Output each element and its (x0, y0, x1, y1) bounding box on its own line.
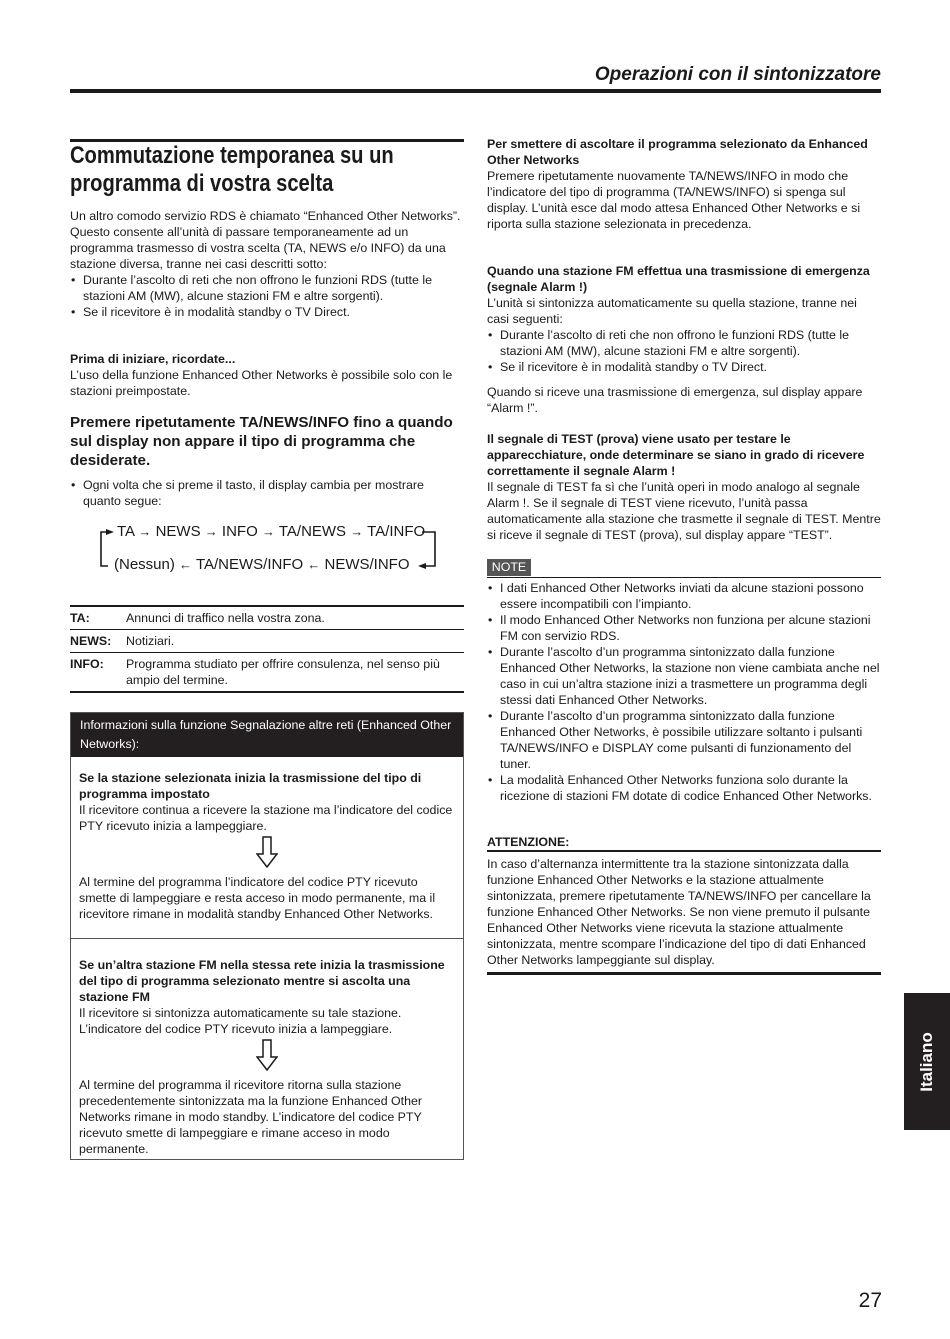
stop-text: Premere ripetutamente nuovamente TA/NEWS/INFO in modo che l’indicatore del tipo di programma (TA/NEWS/INFO) si spenga sul display. L’unità esce dal modo attesa Enhanced Other Networks e si riporta sulla stazione selezionata in precedenza. (487, 169, 861, 231)
sequence-item: TA/NEWS (278, 523, 347, 540)
test-signal-block (487, 431, 881, 543)
definition-key: TA: (70, 611, 90, 625)
emergency-block (487, 263, 881, 416)
down-arrow-icon (79, 1039, 455, 1073)
note-item: • La modalità Enhanced Other Networks funziona solo durante la ricezione di stazioni FM dotate di codice Enhanced Other Networks. (487, 772, 881, 804)
attention-bottom-rule (487, 972, 881, 975)
arrow-right-icon: → (261, 524, 275, 539)
emergency-bullet: • Se il ricevitore è in modalità standby o TV Direct. (487, 359, 881, 375)
arrow-right-icon: → (204, 524, 218, 539)
header-rule (70, 89, 881, 93)
attention-heading-wrap (487, 834, 881, 850)
infobox-heading: Informazioni sulla funzione Segnalazione altre reti (Enhanced Other Networks): (71, 713, 463, 757)
display-sequence-diagram (96, 520, 446, 576)
arrow-left-icon: ← (179, 557, 193, 572)
page-header-title: Operazioni con il sintonizzatore (594, 64, 881, 85)
intro-bullet: • Durante l’ascolto di reti che non offrono le funzioni RDS (tutte le stazioni AM (MW), alcune stazioni FM e altre sorgenti). (70, 272, 464, 304)
instruction-bullet: • Ogni volta che si preme il tasto, il display cambia per mostrare quanto segue: (70, 477, 464, 509)
infobox-block-2 (71, 939, 463, 1157)
arrow-right-icon: → (138, 524, 152, 539)
stop-listening-block (487, 136, 881, 232)
intro-paragraph-1: Un altro comodo servizio RDS è chiamato “Enhanced Other Networks”. (70, 209, 461, 223)
definition-key: NEWS: (70, 634, 112, 648)
infobox-block-2-heading: Se un’altra stazione FM nella stessa rete inizia la trasmissione del tipo di programma selezionato mentre si ascolta una stazione FM (79, 958, 445, 1004)
sequence-item: TA (117, 523, 135, 540)
infobox-block-1 (71, 757, 463, 922)
emergency-after: Quando si riceve una trasmissione di emergenza, sul display appare “Alarm !”. (487, 385, 863, 415)
section-title-line-2: programma di vostra scelta (70, 170, 334, 197)
sequence-item: (Nessun) (114, 556, 175, 573)
notes-list (487, 580, 881, 804)
down-arrow-icon (79, 836, 455, 870)
infobox-block-1-text: Il ricevitore continua a ricevere la stazione ma l’indicatore del codice PTY ricevuto inizia a lampeggiare. (79, 803, 453, 833)
enhanced-other-networks-infobox (70, 712, 464, 1160)
definition-value: Notiziari. (126, 634, 175, 648)
instruction-bullet-list (70, 477, 464, 509)
attention-text: In caso d’alternanza intermittente tra la stazione sintonizzata dalla funzione Enhanced Other Networks e la stazione attualmente sintonizzata, premere ripetutamente TA/NEWS/INFO per cancellare la funzione Enhanced Other Networks. Se non viene premuto il pulsante Enhanced Other Networks viene ricevuta la stazione attualmente sintonizzata, mentre scompare l’indicazione del tipo di dati Enhanced Other Networks lampeggiante sul display. (487, 857, 871, 967)
attention-heading: ATTENZIONE: (487, 835, 570, 849)
before-text: L’uso della funzione Enhanced Other Networks è possibile solo con le stazioni preimpostate. (70, 368, 453, 398)
section-title-line-1: Commutazione temporanea su un (70, 142, 394, 169)
before-block (70, 351, 470, 399)
note-rule (487, 577, 881, 578)
language-side-tab (904, 993, 950, 1130)
note-item: • Durante l’ascolto d’un programma sintonizzato dalla funzione Enhanced Other Networks, è possibile utilizzare soltanto i pulsanti TA/NEWS/INFO e DISPLAY come pulsanti di funzionamento del tuner. (487, 708, 881, 772)
arrow-right-icon: → (350, 524, 364, 539)
sequence-item: INFO (221, 523, 258, 540)
sequence-item: NEWS (155, 523, 201, 540)
intro-bullet-list (70, 272, 464, 320)
arrow-left-icon: ← (307, 557, 321, 572)
emergency-heading: Quando una stazione FM effettua una trasmissione di emergenza (segnale Alarm !) (487, 264, 870, 294)
definition-row (70, 606, 464, 630)
sequence-item: TA/INFO (367, 523, 426, 540)
definition-value: Programma studiato per offrire consulenza, nel senso più ampio del termine. (126, 657, 440, 687)
emergency-bullet: • Durante l’ascolto di reti che non offrono le funzioni RDS (tutte le stazioni AM (MW), alcune stazioni FM e altre sorgenti). (487, 327, 881, 359)
definition-value: Annunci di traffico nella vostra zona. (126, 611, 325, 625)
definition-row (70, 630, 464, 653)
sequence-item: NEWS/INFO (324, 556, 410, 573)
program-type-definitions (70, 605, 464, 693)
attention-rule (487, 850, 881, 852)
before-heading: Prima di iniziare, ricordate... (70, 352, 236, 366)
sequence-bottom-row (114, 556, 410, 573)
sequence-top-row (117, 523, 425, 540)
infobox-block-2-text: Il ricevitore si sintonizza automaticamente su tale stazione. L’indicatore del codice PTY ricevuto inizia a lampeggiare. (79, 1006, 402, 1036)
infobox-block-1-after: Al termine del programma l’indicatore del codice PTY ricevuto smette di lampeggiare e resta acceso in modo permanente, ma il ricevitore rimane in modalità standby Enhanced Other Networks. (79, 875, 436, 921)
language-side-tab-label: Italiano (917, 1031, 936, 1092)
test-text: Il segnale di TEST fa sì che l’unità operi in modo analogo al segnale Alarm !. Se il segnale di TEST viene ricevuto, l’unità passa automaticamente alla stazione che trasmette il segnale di TEST. Mentre si riceve il segnale di TEST (prova), sul display appare “TEST”. (487, 480, 881, 542)
definition-row (70, 653, 464, 693)
test-heading: Il segnale di TEST (prova) viene usato per testare le apparecchiature, onde determinare se siano in grado di ricevere correttamente il segnale Alarm ! (487, 432, 865, 478)
emergency-bullet-list (487, 327, 881, 375)
note-item: • Il modo Enhanced Other Networks non funziona per alcune stazioni FM con servizio RDS. (487, 612, 881, 644)
infobox-block-2-after: Al termine del programma il ricevitore ritorna sulla stazione precedentemente sintonizzata ma la funzione Enhanced Other Networks rimane in modo standby. L’indicatore del codice PTY ricevuto smette di lampeggiare e rimane acceso in modo permanente. (79, 1078, 423, 1156)
note-label: NOTE (487, 559, 531, 576)
emergency-text: L’unità si sintonizza automaticamente su quella stazione, tranne nei casi seguenti: (487, 296, 857, 326)
instruction-heading: Premere ripetutamente TA/NEWS/INFO fino a quando sul display non appare il tipo di programma che desiderate. (70, 414, 453, 469)
sequence-item: TA/NEWS/INFO (195, 556, 304, 573)
section-title (70, 142, 406, 198)
infobox-block-1-heading: Se la stazione selezionata inizia la trasmissione del tipo di programma impostato (79, 771, 422, 801)
note-item: • I dati Enhanced Other Networks inviati da alcune stazioni possono essere incompatibili con l’impianto. (487, 580, 881, 612)
note-item: • Durante l’ascolto d’un programma sintonizzato dalla funzione Enhanced Other Networks, la stazione non viene cambiata anche nel caso in cui un’altra stazione inizi a trasmettere un programma degli stessi dati Enhanced Other Networks. (487, 644, 881, 708)
intro-bullet: • Se il ricevitore è in modalità standby o TV Direct. (70, 304, 464, 320)
stop-heading: Per smettere di ascoltare il programma selezionato da Enhanced Other Networks (487, 137, 868, 167)
attention-block (487, 856, 881, 968)
intro-block (70, 208, 464, 320)
intro-paragraph-2: Questo consente all’unità di passare temporaneamente ad un programma trasmesso di vostra scelta (TA, NEWS e/o INFO) da una stazione diversa, tranne nei casi descritti sotto: (70, 225, 446, 271)
page-number: 27 (858, 1289, 882, 1312)
definition-key: INFO: (70, 657, 104, 671)
